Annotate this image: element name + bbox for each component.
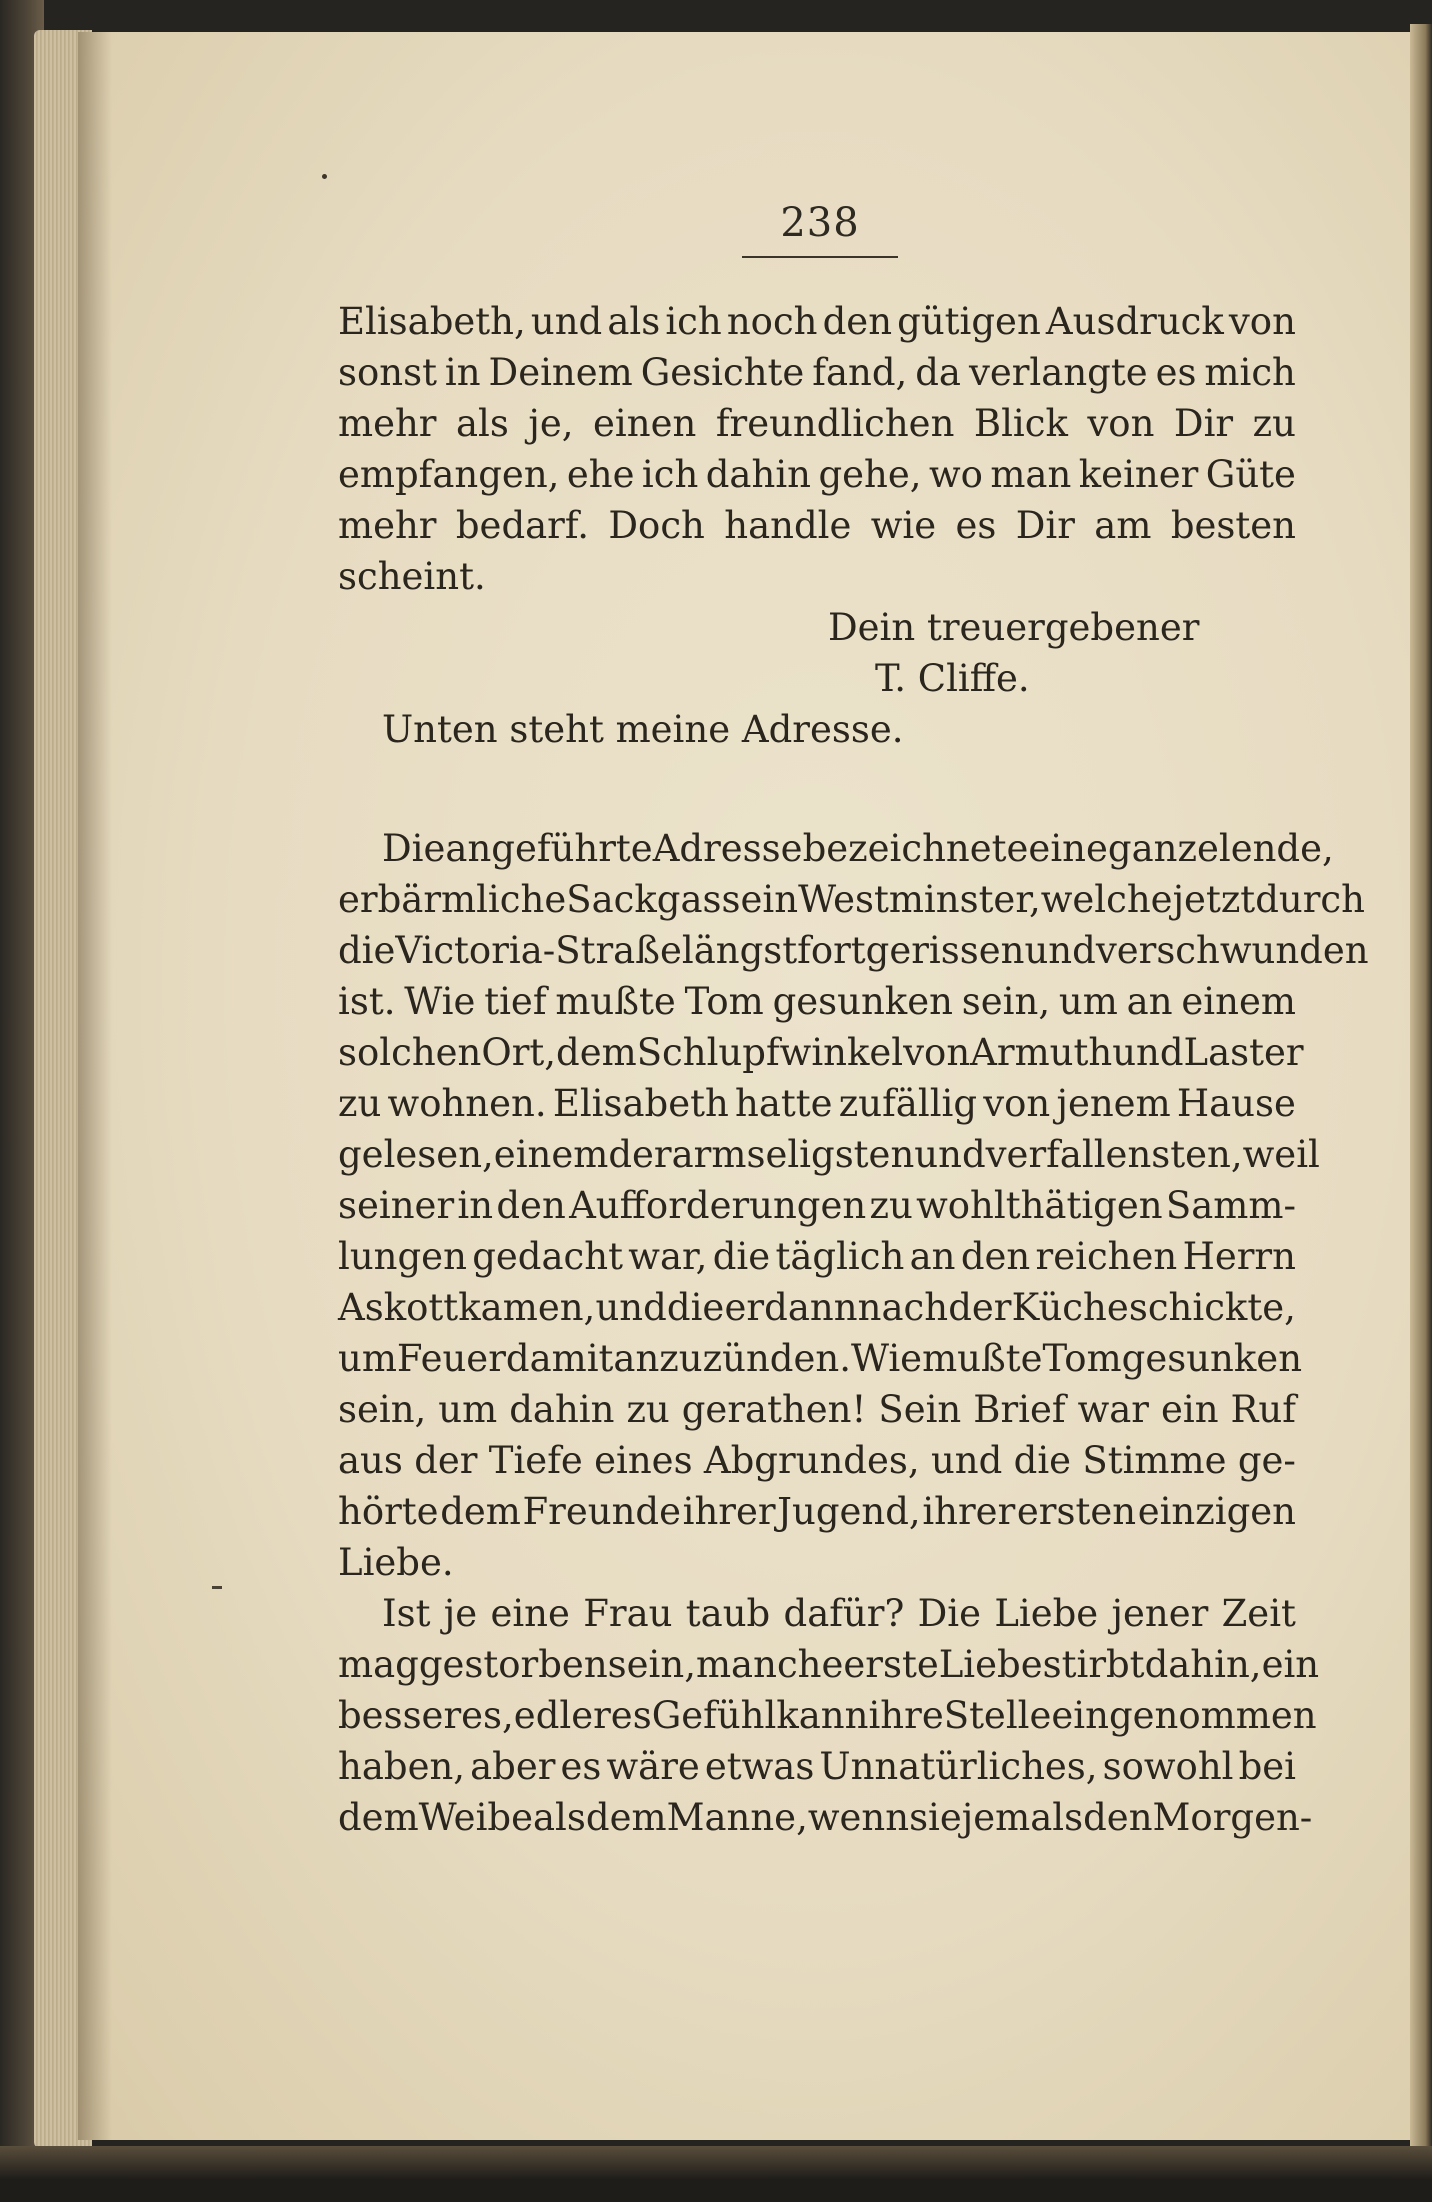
word: einen (593, 402, 697, 445)
word: von (983, 1082, 1051, 1125)
word: Aufforderungen (569, 1184, 867, 1227)
word: da (915, 351, 961, 394)
word: wäre (606, 1745, 700, 1788)
word: in (762, 878, 799, 921)
text-line (338, 449, 1296, 500)
word: gestorben (418, 1643, 608, 1686)
word: damit (505, 1337, 614, 1380)
body-text (338, 296, 1369, 1843)
word: von (1228, 300, 1296, 343)
text-line (338, 925, 1369, 976)
word: ist. (338, 980, 396, 1023)
word: gerathen! (681, 1388, 867, 1431)
word: sein, (961, 980, 1051, 1023)
text-line (338, 1741, 1296, 1792)
text-line (338, 874, 1365, 925)
word: mag (338, 1643, 419, 1686)
word: eines (594, 1439, 693, 1482)
word: dem (338, 1796, 419, 1839)
word: als (607, 300, 661, 343)
word: dem (440, 1490, 521, 1533)
word: gedacht (472, 1235, 623, 1278)
word: den (822, 300, 893, 343)
word: Wie (404, 980, 476, 1023)
word: Manne, (666, 1796, 808, 1839)
text-line (338, 1435, 1296, 1486)
text-line (338, 347, 1296, 398)
word: stirbt (1042, 1643, 1145, 1686)
word: tief (484, 980, 547, 1023)
word: mußte (922, 1337, 1043, 1380)
text-line (338, 1078, 1296, 1129)
word: noch (726, 300, 818, 343)
word: Güte (1205, 453, 1296, 496)
word: und (530, 300, 603, 343)
word: bei (1238, 1745, 1296, 1788)
ink-speck (322, 174, 327, 179)
text-line (338, 1180, 1296, 1231)
word: die (338, 929, 396, 972)
word: Weibe (418, 1796, 533, 1839)
word: ein (1261, 1643, 1320, 1686)
text-line: scheint. (338, 555, 486, 598)
word: Abgrundes, (703, 1439, 920, 1482)
word: um (438, 1388, 498, 1431)
word: sonst (338, 351, 437, 394)
text-line (338, 1282, 1296, 1333)
word: fortgerissen (797, 929, 1025, 972)
word: Tiefe (488, 1439, 583, 1482)
text-line (338, 1231, 1296, 1282)
page-right-edge (1410, 24, 1432, 2154)
word: gelesen, (338, 1133, 494, 1176)
word: Ort, (481, 1031, 557, 1074)
word: mehr (338, 402, 437, 445)
word: Adresse (652, 827, 803, 870)
word: von (903, 1031, 971, 1074)
word: Dir (1173, 402, 1234, 445)
word: je, (528, 402, 574, 445)
word: etwas (704, 1745, 815, 1788)
word: ihrer (922, 1490, 1016, 1533)
word: längst (681, 929, 798, 972)
word: dem (556, 1031, 637, 1074)
word: ich (665, 300, 722, 343)
word: wie (870, 504, 937, 547)
word: gehe, (818, 453, 922, 496)
word: erbärmliche (338, 878, 567, 921)
word: zu (1252, 402, 1296, 445)
word: ich (641, 453, 699, 496)
word: jemals (961, 1796, 1084, 1839)
word: angeführte (445, 827, 653, 870)
word: dahin, (1144, 1643, 1262, 1686)
word: sowohl (1102, 1745, 1234, 1788)
word: ihre (868, 1694, 944, 1737)
ink-speck (212, 1586, 222, 1589)
text-line (338, 296, 1296, 347)
word: von (1087, 402, 1155, 445)
word: Tom (684, 980, 764, 1023)
word: täglich (775, 1235, 905, 1278)
word: manche (695, 1643, 844, 1686)
word: Sackgasse (566, 878, 763, 921)
word: an (1126, 980, 1173, 1023)
word: Unnatürliches, (819, 1745, 1098, 1788)
word: dahin (705, 453, 811, 496)
word: edleres (513, 1694, 652, 1737)
text-line (338, 1129, 1320, 1180)
word: zu (626, 1388, 670, 1431)
word: Armuth (970, 1031, 1113, 1074)
text-line (338, 1792, 1313, 1843)
word: besseres, (338, 1694, 514, 1737)
word: hörte (338, 1490, 439, 1533)
word: war, (628, 1235, 708, 1278)
word: ehe (566, 453, 635, 496)
word: die (666, 1286, 725, 1329)
word: lungen (338, 1235, 467, 1278)
word: elende, (1196, 827, 1334, 870)
text-line (338, 823, 1334, 874)
word: um (1058, 980, 1118, 1023)
word: ein (1160, 1388, 1219, 1431)
word: je (443, 1592, 478, 1635)
word: Stimme (1082, 1439, 1227, 1482)
word: und (1112, 1031, 1184, 1074)
word: sein, (338, 1388, 427, 1431)
word: es (560, 1745, 602, 1788)
word: aus (338, 1439, 403, 1482)
word: durch (1255, 878, 1365, 921)
word: und (1024, 929, 1096, 972)
word: am (1094, 504, 1152, 547)
word: sie (909, 1796, 962, 1839)
word: Jugend, (777, 1490, 921, 1533)
word: solchen (338, 1031, 482, 1074)
word: Ruf (1230, 1388, 1296, 1431)
word: als (533, 1796, 586, 1839)
word: Küche (1011, 1286, 1129, 1329)
word: bedarf. (455, 504, 590, 547)
word: Sein (878, 1388, 962, 1431)
word: mehr (338, 504, 437, 547)
word: hatte (735, 1082, 833, 1125)
word: die (1013, 1439, 1072, 1482)
word: und (930, 1439, 1003, 1482)
word: den (496, 1184, 566, 1227)
word: Liebe (938, 1643, 1043, 1686)
word: jener (1111, 1592, 1209, 1635)
word: Feuer (396, 1337, 506, 1380)
word: Elisabeth, (338, 300, 526, 343)
text-line (338, 500, 1296, 551)
word: ge- (1237, 1439, 1296, 1482)
word: den (960, 1235, 1031, 1278)
word: fand, (812, 351, 908, 394)
word: ihrer (682, 1490, 776, 1533)
signature-closing: Dein treuergebener (828, 606, 1200, 649)
word: zu (338, 1082, 382, 1125)
word: es (955, 504, 997, 547)
word: Zeit (1221, 1592, 1296, 1635)
word: an (909, 1235, 956, 1278)
word: eine (490, 1592, 570, 1635)
word: reichen (1035, 1235, 1178, 1278)
word: Morgen- (1152, 1796, 1313, 1839)
word: Westminster, (798, 878, 1041, 921)
word: keiner (1078, 453, 1199, 496)
word: Ist (382, 1592, 431, 1635)
word: wohlthätigen (916, 1184, 1163, 1227)
word: bezeichnete (802, 827, 1029, 870)
word: nach (857, 1286, 949, 1329)
word: anzuzünden. (613, 1337, 851, 1380)
word: wohnen. (387, 1082, 547, 1125)
word: Hause (1176, 1082, 1296, 1125)
word: Blick (973, 402, 1068, 445)
text-line: Liebe. (338, 1541, 454, 1584)
word: haben, (338, 1745, 466, 1788)
word: eingenommen (1051, 1694, 1317, 1737)
text-line (338, 1027, 1304, 1078)
word: sein, (607, 1643, 696, 1686)
word: handle (724, 504, 852, 547)
word: der (414, 1439, 478, 1482)
word: einem (1181, 980, 1296, 1023)
word: dann (764, 1286, 858, 1329)
word: kann (776, 1694, 869, 1737)
text-line (338, 1486, 1296, 1537)
word: gesunken (1121, 1337, 1303, 1380)
text-line (338, 976, 1296, 1027)
word: verschwunden (1095, 929, 1369, 972)
word: eine (1028, 827, 1108, 870)
word: armseligsten (671, 1133, 915, 1176)
word: und (914, 1133, 986, 1176)
word: freundlichen (715, 402, 955, 445)
word: der (948, 1286, 1012, 1329)
word: Schlupfwinkel (636, 1031, 904, 1074)
word: Frau (583, 1592, 673, 1635)
word: Liebe (994, 1592, 1099, 1635)
word: Ausdruck (1045, 300, 1224, 343)
word: als (456, 402, 509, 445)
word: taub (685, 1592, 771, 1635)
word: gesunken (772, 980, 953, 1023)
word: Brief (973, 1388, 1066, 1431)
word: Dir (1015, 504, 1075, 547)
text-line (338, 398, 1296, 449)
word: jetzt (1172, 878, 1256, 921)
word: empfangen, (338, 453, 560, 496)
word: besten (1170, 504, 1296, 547)
text-line (338, 1690, 1317, 1741)
word: mich (1204, 351, 1296, 394)
text-line (338, 1588, 1296, 1639)
word: Samm- (1165, 1184, 1296, 1227)
word: man (990, 453, 1072, 496)
word: war (1077, 1388, 1149, 1431)
word: dafür? (783, 1592, 905, 1635)
page-number-rule (742, 256, 898, 258)
word: Elisabeth (552, 1082, 729, 1125)
word: Gefühl (651, 1694, 777, 1737)
word: dahin (509, 1388, 615, 1431)
word: Stelle (943, 1694, 1052, 1737)
word: Gesichte (640, 351, 805, 394)
word: aber (470, 1745, 556, 1788)
word: Doch (608, 504, 705, 547)
word: wo (928, 453, 983, 496)
word: Tom (1042, 1337, 1122, 1380)
word: den (1083, 1796, 1153, 1839)
word: ganz (1107, 827, 1197, 870)
word: schickte, (1128, 1286, 1296, 1329)
page-bottom-edge (0, 2146, 1432, 2202)
word: um (338, 1337, 397, 1380)
word: gütigen (897, 300, 1041, 343)
word: in (444, 351, 481, 394)
word: dem (585, 1796, 667, 1839)
text-line (338, 1639, 1320, 1690)
word: Victoria-Straße (395, 929, 682, 972)
word: Die (917, 1592, 982, 1635)
word: wenn (807, 1796, 910, 1839)
postscript-line: Unten steht meine Adresse. (382, 708, 904, 751)
word: weil (1242, 1133, 1320, 1176)
text-line (338, 1384, 1296, 1435)
word: erste (843, 1643, 939, 1686)
word: Deinem (488, 351, 633, 394)
text-line (338, 1333, 1303, 1384)
word: mußte (555, 980, 676, 1023)
signature-name: T. Cliffe. (875, 657, 1030, 700)
word: Laster (1183, 1031, 1304, 1074)
word: die (712, 1235, 771, 1278)
word: kamen, (458, 1286, 596, 1329)
word: ersten (1016, 1490, 1137, 1533)
word: verfallensten, (985, 1133, 1243, 1176)
word: verlangte (968, 351, 1148, 394)
page-number: 238 (780, 200, 860, 246)
word: er (724, 1286, 765, 1329)
word: einem (493, 1133, 609, 1176)
word: seiner (338, 1184, 455, 1227)
word: zu (869, 1184, 913, 1227)
word: der (608, 1133, 672, 1176)
word: zufällig (838, 1082, 978, 1125)
word: es (1155, 351, 1197, 394)
word: Freunde (522, 1490, 681, 1533)
word: und (595, 1286, 667, 1329)
word: Wie (850, 1337, 923, 1380)
word: jenem (1056, 1082, 1171, 1125)
word: Askott (338, 1286, 459, 1329)
gutter-shadow (78, 32, 112, 2140)
word: einzigen (1137, 1490, 1296, 1533)
word: welche (1040, 878, 1173, 921)
word: in (457, 1184, 494, 1227)
word: Die (382, 827, 446, 870)
word: Herrn (1182, 1235, 1296, 1278)
